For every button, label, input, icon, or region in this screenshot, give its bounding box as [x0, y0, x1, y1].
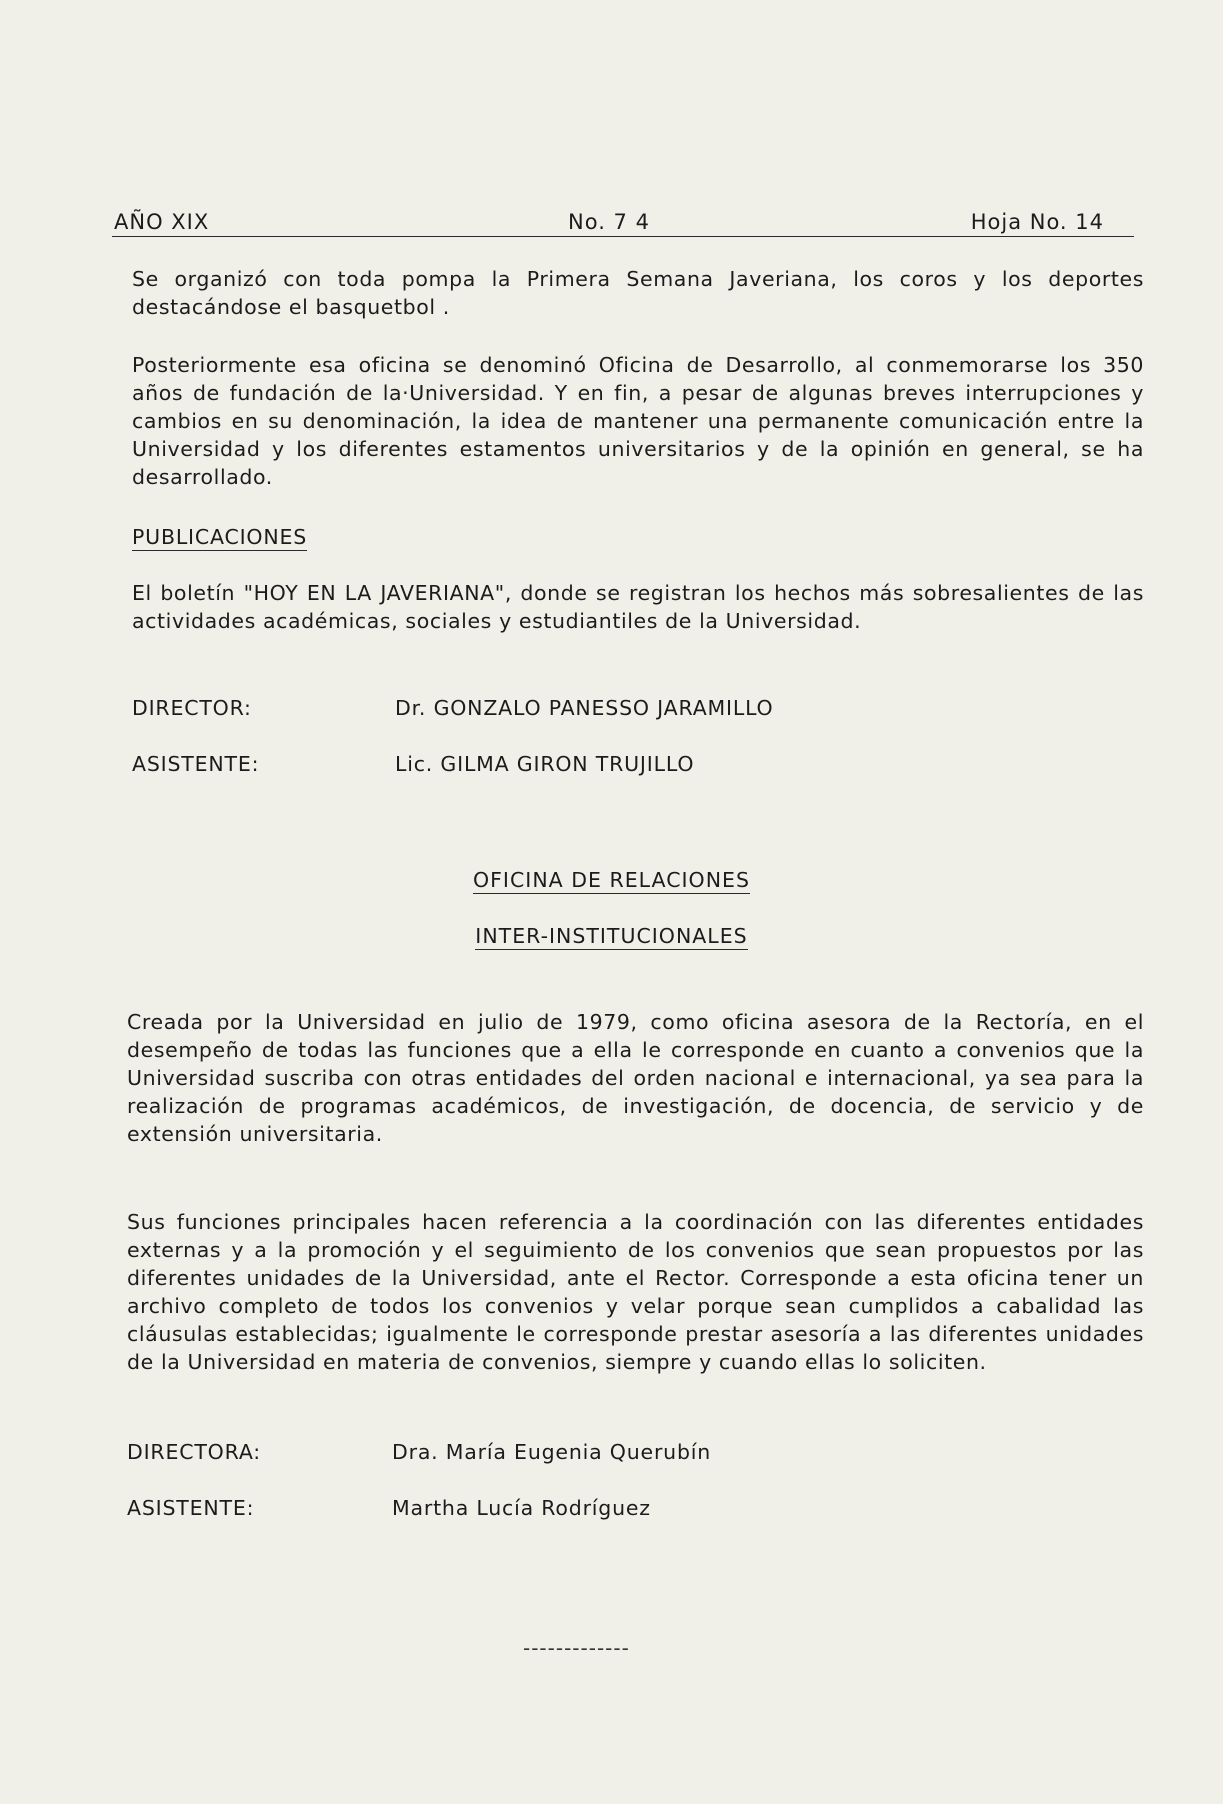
office-director-label: DIRECTORA: — [127, 1440, 261, 1464]
header-sheet-number: Hoja No. 14 — [970, 210, 1104, 234]
section-title-inter-institucionales — [0, 924, 1223, 948]
section-title-line: INTER-INSTITUCIONALES — [475, 924, 748, 948]
office-director-name: Dra. María Eugenia Querubín — [392, 1440, 712, 1464]
paragraph-text: El boletín "HOY EN LA JAVERIANA", donde se registran los hechos más sobresalientes de las actividades académicas, sociales y estudiantiles de la Universidad. — [132, 581, 1144, 633]
paragraph-semana-javeriana — [132, 265, 1144, 321]
publications-director-label: DIRECTOR: — [132, 696, 252, 720]
section-title-oficina-relaciones — [0, 868, 1223, 892]
paragraph-text: Sus funciones principales hacen referencia a la coordinación con las diferentes entidades externas y a la promoción y el seguimiento de los convenios que sean propuestos por las diferentes unidades de la Universidad, ante el Rector. Corresponde a esta oficina tener un archivo completo de todos los convenios y velar porque sean cumplidos a cabalidad las cláusulas establecidas; igualmente le corresponde prestar asesoría a las diferentes unidades de la Universidad en materia de convenios, siempre y cuando ellas lo soliciten. — [127, 1210, 1144, 1374]
end-divider: ------------- — [523, 1636, 630, 1660]
page-header — [112, 206, 1134, 237]
publications-assistant-name: Lic. GILMA GIRON TRUJILLO — [395, 752, 695, 776]
paragraph-oficina-desarrollo — [132, 351, 1144, 491]
paragraph-oficina-creada — [127, 1008, 1144, 1148]
publications-director-name: Dr. GONZALO PANESSO JARAMILLO — [395, 696, 774, 720]
publications-assistant-label: ASISTENTE: — [132, 752, 260, 776]
office-assistant-label: ASISTENTE: — [127, 1496, 255, 1520]
section-title-line: OFICINA DE RELACIONES — [472, 868, 750, 892]
paragraph-text: Creada por la Universidad en julio de 1979, como oficina asesora de la Rectoría, en el desempeño de todas las funciones que a ella le corresponde en cuanto a convenios que la Universidad suscriba con otras entidades del orden nacional e internacional, ya sea para la realización de programas académicos, de investigación, de docencia, de servicio y de extensión universitaria. — [127, 1010, 1144, 1146]
paragraph-text: Se organizó con toda pompa la Primera Semana Javeriana, los coros y los deportes destacándose el basquetbol . — [132, 267, 1144, 319]
paragraph-publicaciones — [132, 579, 1144, 635]
section-title-publicaciones: PUBLICACIONES — [132, 525, 308, 549]
paragraph-oficina-funciones — [127, 1208, 1144, 1376]
office-assistant-name: Martha Lucía Rodríguez — [392, 1496, 651, 1520]
header-year: AÑO XIX — [114, 210, 210, 234]
paragraph-text: Posteriormente esa oficina se denominó Oficina de Desarrollo, al conmemorarse los 350 años de fundación de la·Universidad. Y en fin, a pesar de algunas breves interrupciones y cambios en su denominación, la idea de mantener una permanente comunicación entre la Universidad y los diferentes estamentos universitarios y de la opinión en general, se ha desarrollado. — [132, 353, 1144, 489]
header-issue-number: No. 7 4 — [568, 210, 650, 234]
